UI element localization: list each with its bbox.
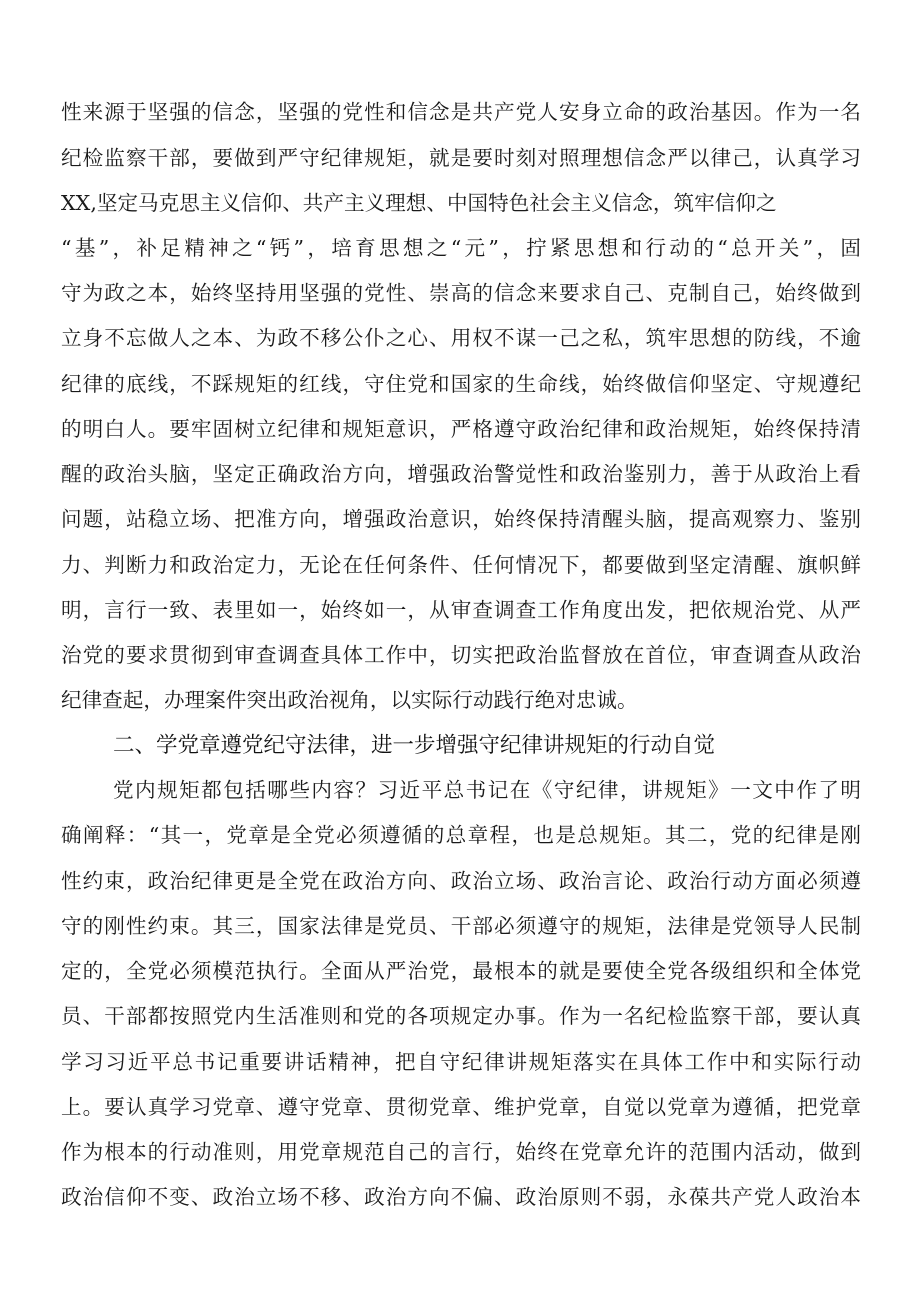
paragraph-1-line-6: 立身不忘做人之本、为政不移公仆之心、用权不谋一己之私，筑牢思想的防线，不逾 [61, 326, 861, 350]
paragraph-1-line-7: 纪律的底线，不踩规矩的红线，守住党和国家的生命线，始终做信仰坚定、守规遵纪 [61, 372, 861, 396]
paragraph-1-line-10: 问题，站稳立场、把准方向，增强政治意识，始终保持清醒头脑，提高观察力、鉴别 [61, 507, 861, 531]
paragraph-2-line-2: 确阐释：“其一，党章是全党必须遵循的总章程，也是总规矩。其二，党的纪律是刚 [61, 823, 861, 847]
paragraph-2-line-9: 作为根本的行动准则，用党章规范自己的言行，始终在党章允许的范围内活动，做到 [61, 1140, 861, 1164]
paragraph-2-line-7: 学习习近平总书记重要讲话精神，把自守纪律讲规矩落实在具体工作中和实际行动 [61, 1050, 861, 1074]
paragraph-1-line-3: XX,坚定马克思主义信仰、共产主义理想、中国特色社会主义信念，筑牢信仰之 [61, 191, 777, 215]
paragraph-1-line-5: 守为政之本，始终坚持用坚强的党性、崇高的信念来要求自己、克制自己，始终做到 [61, 281, 861, 305]
paragraph-2-line-6: 员、干部都按照党内生活准则和党的各项规定办事。作为一名纪检监察干部，要认真 [61, 1004, 861, 1028]
paragraph-1-line-1: 性来源于坚强的信念，坚强的党性和信念是共产党人安身立命的政治基因。作为一名 [61, 100, 861, 124]
paragraph-2-line-1: 党内规矩都包括哪些内容？习近平总书记在《守纪律，讲规矩》一文中作了明 [113, 778, 861, 802]
paragraph-1-line-12: 明，言行一致、表里如一，始终如一，从审查调查工作角度出发，把依规治党、从严 [61, 598, 861, 622]
paragraph-2-line-10: 政治信仰不变、政治立场不移、政治方向不偏、政治原则不弱，永葆共产党人政治本 [61, 1185, 861, 1209]
paragraph-1-line-11: 力、判断力和政治定力，无论在任何条件、任何情况下，都要做到坚定清醒、旗帜鲜 [61, 553, 861, 577]
paragraph-2-line-5: 定的，全党必须模范执行。全面从严治党，最根本的就是要使全党各级组织和全体党 [61, 959, 861, 983]
paragraph-1-line-2: 纪检监察干部，要做到严守纪律规矩，就是要时刻对照理想信念严以律己，认真学习 [61, 146, 861, 170]
paragraph-1-line-14: 纪律查起，办理案件突出政治视角，以实际行动践行绝对忠诚。 [61, 688, 638, 712]
paragraph-1-line-8: 的明白人。要牢固树立纪律和规矩意识，严格遵守政治纪律和政治规矩，始终保持清 [61, 417, 861, 441]
paragraph-1-line-9: 醒的政治头脑，坚定正确政治方向，增强政治警觉性和政治鉴别力，善于从政治上看 [61, 462, 861, 486]
paragraph-2-line-3: 性约束，政治纪律更是全党在政治方向、政治立场、政治言论、政治行动方面必须遵 [61, 869, 861, 893]
paragraph-2-line-4: 守的刚性约束。其三，国家法律是党员、干部必须遵守的规矩，法律是党领导人民制 [61, 914, 861, 938]
paragraph-2-line-8: 上。要认真学习党章、遵守党章、贯彻党章、维护党章，自觉以党章为遵循，把党章 [61, 1095, 861, 1119]
paragraph-1-line-4: “基”，补足精神之“钙”，培育思想之“元”，拧紧思想和行动的“总开关”，固 [61, 236, 861, 260]
paragraph-1-line-13: 治党的要求贯彻到审查调查具体工作中，切实把政治监督放在首位，审查调查从政治 [61, 643, 861, 667]
section-heading-2: 二、学党章遵党纪守法律，进一步增强守纪律讲规矩的行动自觉 [113, 733, 716, 758]
